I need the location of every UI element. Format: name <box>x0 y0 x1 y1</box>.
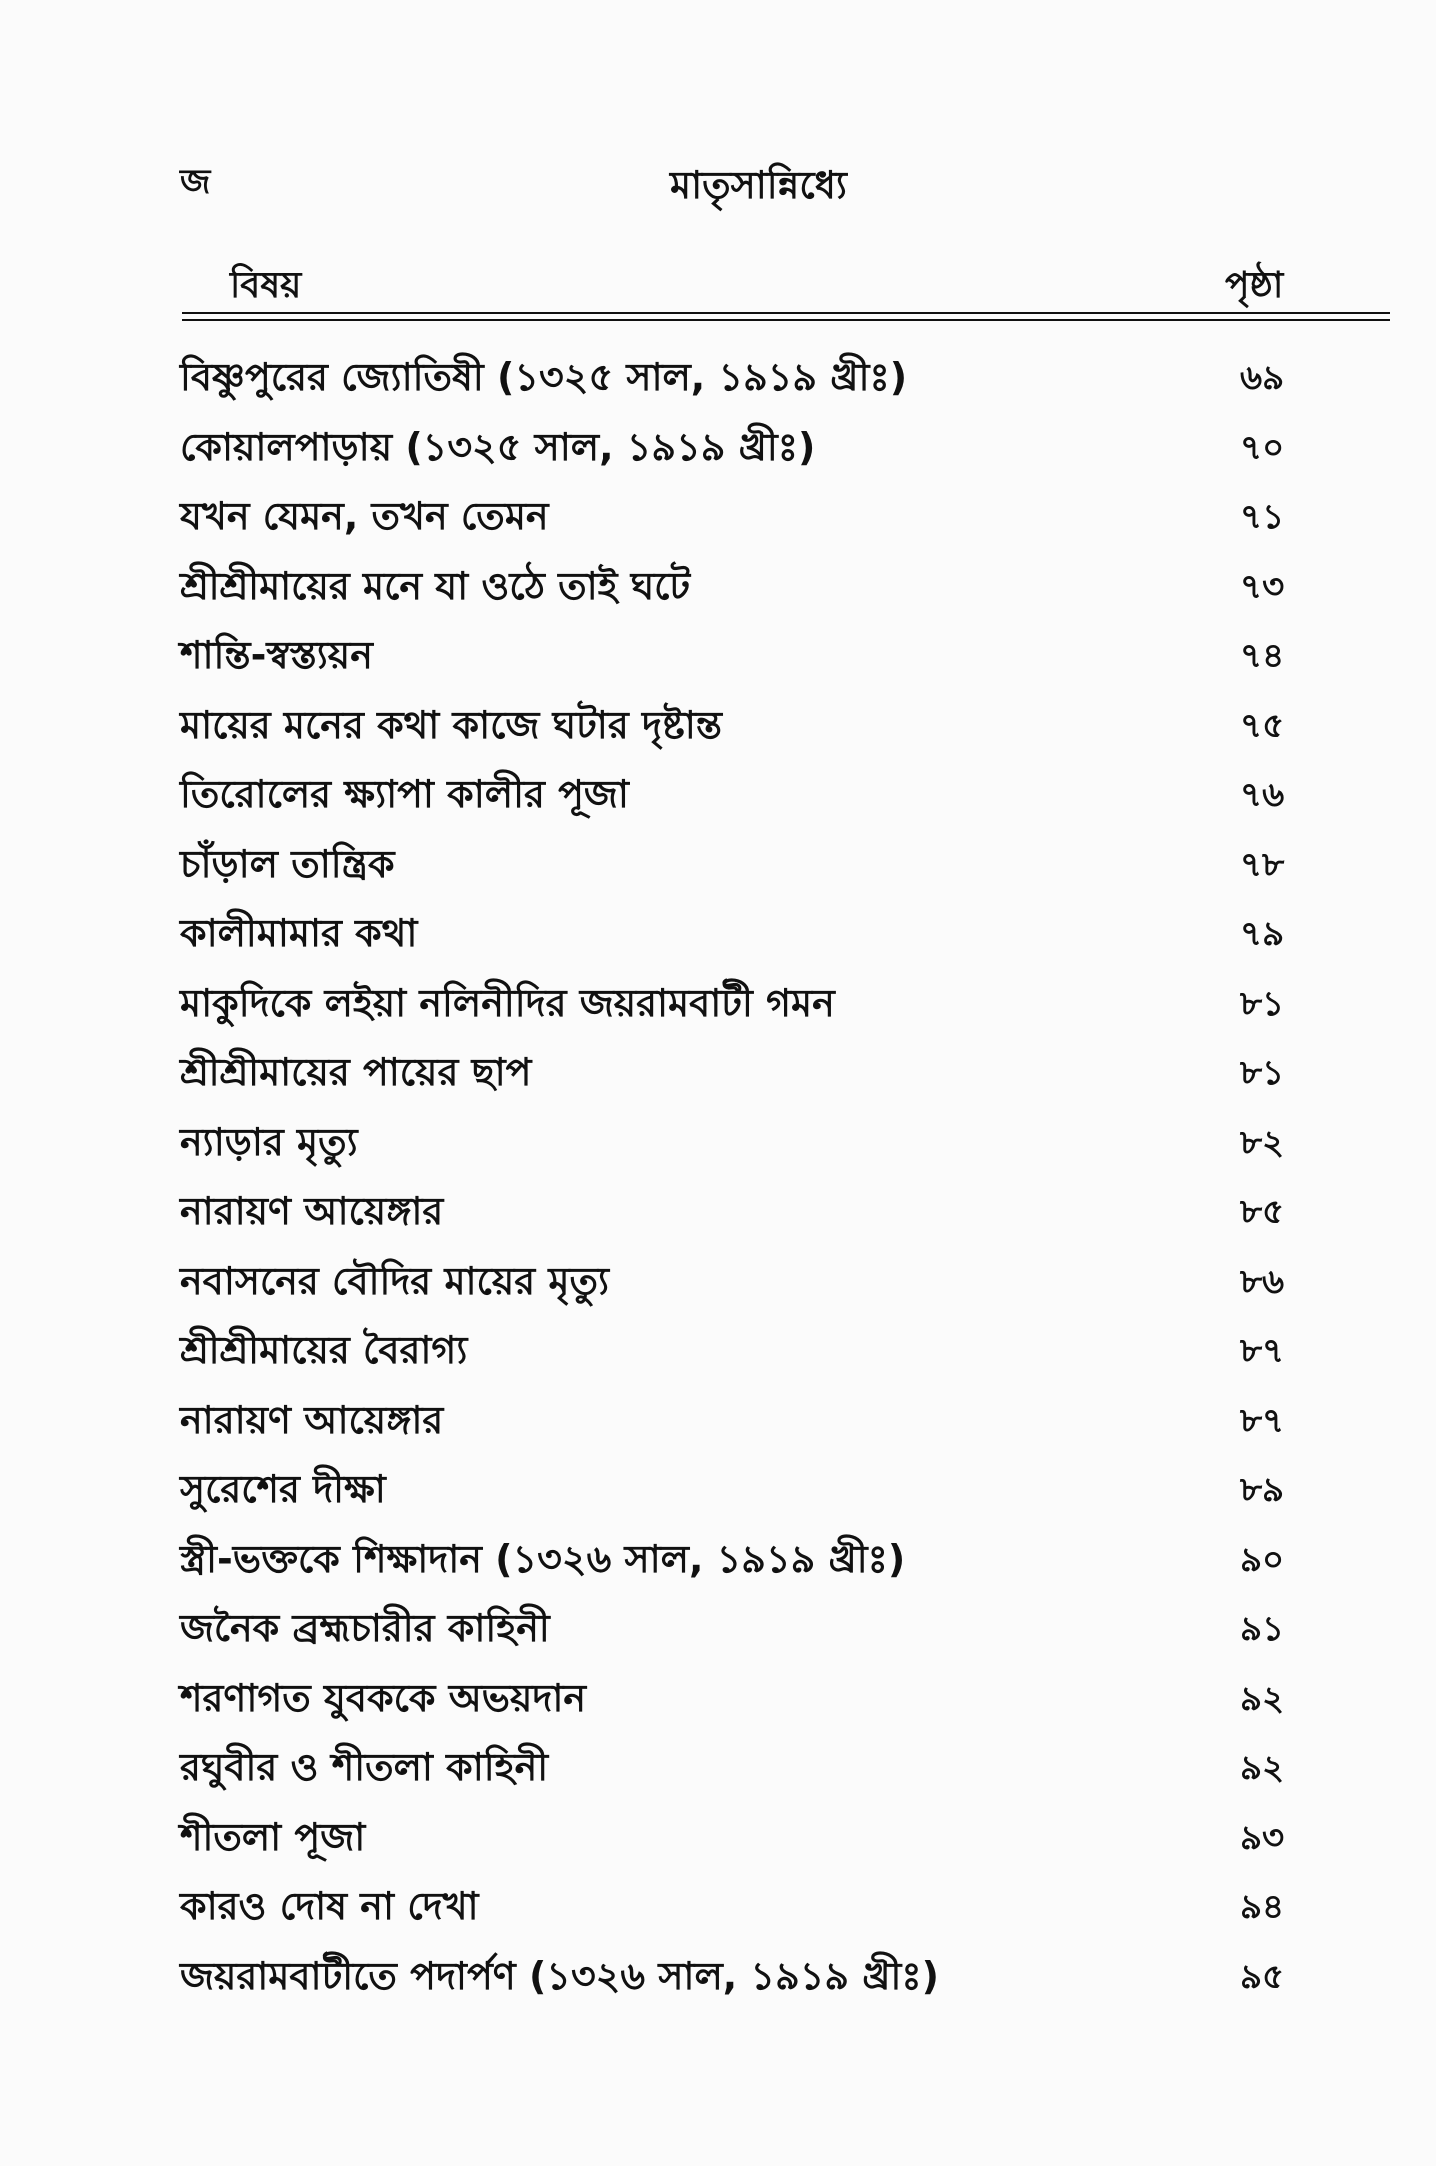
toc-column-header <box>180 258 1390 318</box>
toc-entry-title: শ্রীশ্রীমায়ের মনে যা ওঠে তাই ঘটে <box>180 563 691 608</box>
toc-entry <box>180 410 1300 480</box>
toc-entry-title: স্ত্রী-ভক্তকে শিক্ষাদান (১৩২৬ সাল, ১৯১৯ খ্রীঃ) <box>180 1536 906 1581</box>
toc-entry-title: শীতলা পূজা <box>180 1814 366 1859</box>
toc-entry-title: জয়রামবাটীতে পদার্পণ (১৩২৬ সাল, ১৯১৯ খ্রীঃ) <box>180 1953 940 1998</box>
toc-entry-title: মাকুদিকে লইয়া নলিনীদির জয়রামবাটী গমন <box>180 980 835 1025</box>
toc-entry-title: মায়ের মনের কথা কাজে ঘটার দৃষ্টান্ত <box>180 702 722 747</box>
toc-entry <box>180 1035 1300 1105</box>
toc-entry-title: কোয়ালপাড়ায় (১৩২৫ সাল, ১৯১৯ খ্রীঃ) <box>180 424 816 469</box>
toc-entry <box>180 618 1300 688</box>
toc-entry-page: ৭১ <box>1240 497 1285 537</box>
toc-entry-page: ৮১ <box>1240 983 1285 1024</box>
toc-entry-page: ৭৩ <box>1240 566 1285 607</box>
toc-entry-page: ৯৪ <box>1240 1887 1285 1927</box>
toc-entry <box>180 340 1300 410</box>
toc-entry-page: ৯৩ <box>1240 1817 1285 1858</box>
toc-entry <box>180 827 1300 897</box>
toc-entry-title: চাঁড়াল তান্ত্রিক <box>180 841 395 886</box>
toc-entry <box>180 1452 1300 1522</box>
toc-entry <box>180 549 1300 619</box>
toc-entry-page: ৭৪ <box>1240 636 1285 676</box>
toc-entry-title: শ্রীশ্রীমায়ের বৈরাগ্য <box>180 1328 468 1372</box>
toc-entry-page: ৭৮ <box>1240 844 1285 885</box>
table-of-contents <box>180 340 1300 2008</box>
toc-entry <box>180 1383 1300 1453</box>
toc-entry-page: ৭৫ <box>1240 705 1285 746</box>
toc-entry-page: ৯৫ <box>1240 1956 1285 1997</box>
toc-entry-page: ৮৭ <box>1240 1331 1285 1371</box>
header-rule-top <box>182 312 1390 314</box>
toc-entry <box>180 1244 1300 1314</box>
toc-entry-title: নারায়ণ আয়েঙ্গার <box>180 1397 444 1442</box>
toc-entry <box>180 896 1300 966</box>
subject-column-label: বিষয় <box>230 265 302 306</box>
toc-entry-page: ৮৯ <box>1240 1470 1285 1510</box>
toc-entry-title: সুরেশের দীক্ষা <box>180 1467 386 1511</box>
toc-entry-page: ৬৯ <box>1240 358 1285 398</box>
toc-entry <box>180 1661 1300 1731</box>
toc-entry-title: কারও দোষ না দেখা <box>180 1884 479 1928</box>
page-folio: জ <box>180 162 211 202</box>
toc-entry <box>180 757 1300 827</box>
toc-entry-title: নবাসনের বৌদির মায়ের মৃত্যু <box>180 1258 609 1303</box>
book-title: মাতৃসান্নিধ্যে <box>670 163 847 207</box>
toc-entry <box>180 1800 1300 1870</box>
header-rule-bottom <box>182 319 1390 321</box>
toc-entry <box>180 1869 1300 1939</box>
toc-entry-page: ৯১ <box>1240 1609 1285 1649</box>
toc-entry-title: কালীমামার কথা <box>180 911 418 955</box>
toc-entry <box>180 1174 1300 1244</box>
toc-entry-page: ৮১ <box>1240 1053 1285 1093</box>
toc-entry-page: ৯২ <box>1240 1748 1285 1788</box>
toc-entry <box>180 1313 1300 1383</box>
toc-entry-title: রঘুবীর ও শীতলা কাহিনী <box>180 1745 549 1789</box>
toc-entry <box>180 688 1300 758</box>
toc-entry <box>180 479 1300 549</box>
toc-entry-page: ৭৯ <box>1240 914 1285 954</box>
toc-entry-page: ৮৭ <box>1240 1400 1285 1441</box>
toc-entry <box>180 1591 1300 1661</box>
toc-entry-title: নারায়ণ আয়েঙ্গার <box>180 1189 444 1233</box>
toc-entry-title: শ্রীশ্রীমায়ের পায়ের ছাপ <box>180 1050 532 1094</box>
toc-entry-page: ৯২ <box>1240 1678 1285 1719</box>
running-header <box>180 150 1390 210</box>
toc-entry-title: যখন যেমন, তখন তেমন <box>180 494 549 538</box>
page-column-label: পৃষ্ঠা <box>1225 265 1284 306</box>
toc-entry-page: ৯০ <box>1240 1539 1285 1580</box>
toc-entry <box>180 1522 1300 1592</box>
toc-entry-page: ৮৫ <box>1240 1192 1285 1232</box>
toc-entry <box>180 1105 1300 1175</box>
toc-entry-title: ন্যাড়ার মৃত্যু <box>180 1119 358 1164</box>
toc-entry-title: শান্তি-স্বস্ত্যয়ন <box>180 633 373 677</box>
toc-entry-title: বিষ্ণুপুরের জ্যোতিষী (১৩২৫ সাল, ১৯১৯ খ্রীঃ) <box>180 355 908 399</box>
toc-entry-title: জনৈক ব্রহ্মচারীর কাহিনী <box>180 1606 550 1650</box>
toc-entry <box>180 1730 1300 1800</box>
toc-entry-page: ৭৬ <box>1240 775 1285 815</box>
toc-entry <box>180 966 1300 1036</box>
toc-entry-page: ৮৬ <box>1240 1261 1285 1302</box>
toc-entry-title: শরণাগত যুবককে অভয়দান <box>180 1675 587 1720</box>
toc-entry-title: তিরোলের ক্ষ্যাপা কালীর পূজা <box>180 772 629 816</box>
toc-entry-page: ৮২ <box>1240 1122 1285 1163</box>
toc-entry <box>180 1939 1300 2009</box>
toc-entry-page: ৭০ <box>1240 427 1285 468</box>
